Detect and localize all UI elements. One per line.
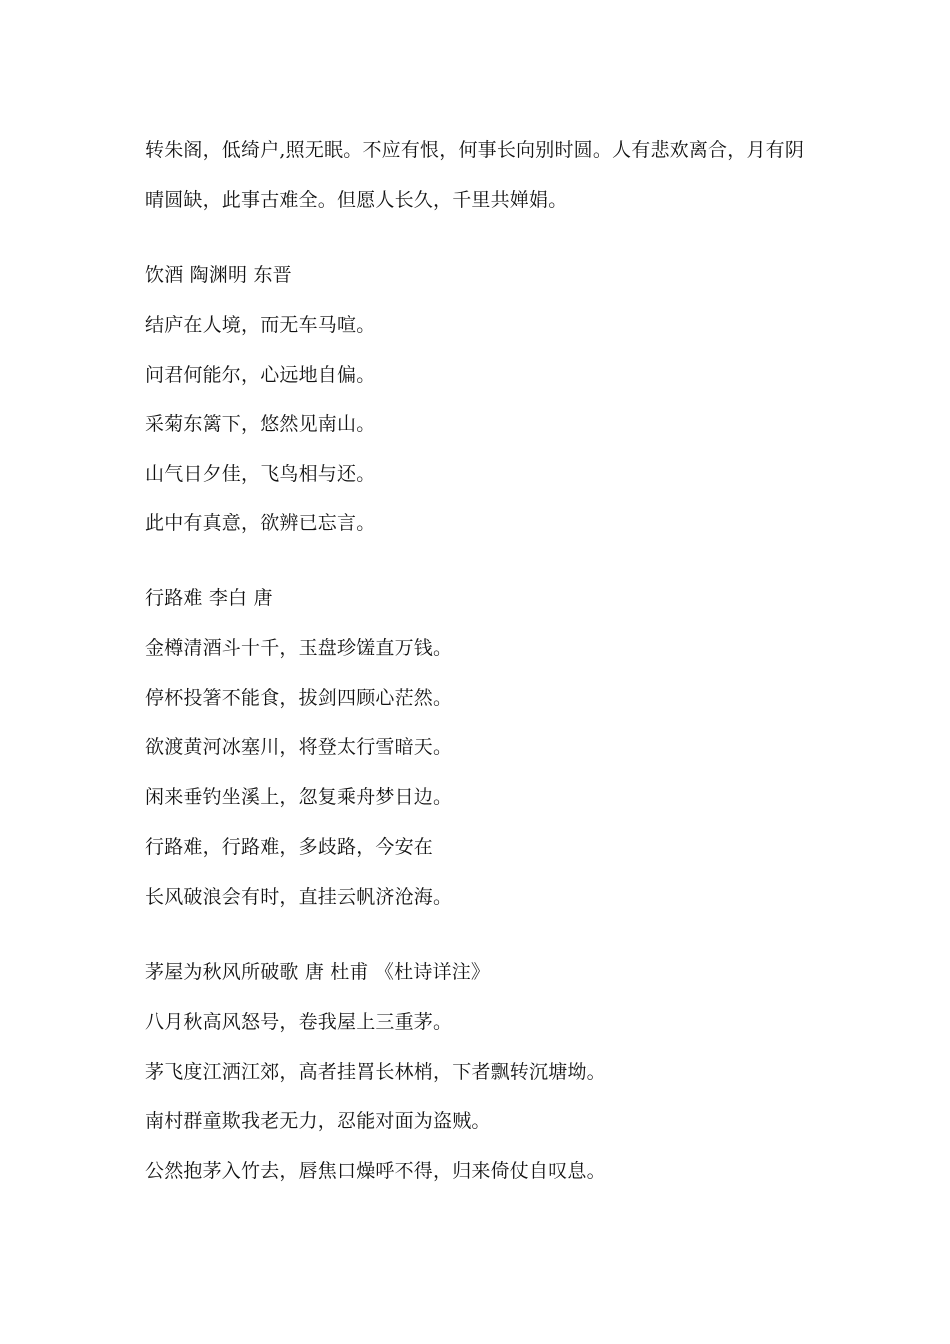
poem-line: 结庐在人境，而无车马喧。 <box>145 314 376 336</box>
poem-line: 南村群童欺我老无力，忍能对面为盗贼。 <box>145 1110 491 1132</box>
poem-line: 停杯投箸不能食，拔剑四顾心茫然。 <box>145 687 453 709</box>
poem-line: 问君何能尔，心远地自偏。 <box>145 364 376 386</box>
intro-line-2: 晴圆缺，此事古难全。但愿人长久，千里共婵娟。 <box>145 189 568 211</box>
poem-line: 山气日夕佳，飞鸟相与还。 <box>145 463 376 485</box>
poem-line: 闲来垂钓坐溪上，忽复乘舟梦日边。 <box>145 786 453 808</box>
poem-line: 欲渡黄河冰塞川，将登太行雪暗天。 <box>145 736 453 758</box>
poem-line: 公然抱茅入竹去，唇焦口燥呼不得，归来倚仗自叹息。 <box>145 1160 606 1182</box>
poem-title-maowu: 茅屋为秋风所破歌 唐 杜甫 《杜诗详注》 <box>145 961 491 983</box>
poem-title-yinjiu: 饮酒 陶渊明 东晋 <box>145 264 292 286</box>
poem-line: 长风破浪会有时，直挂云帆济沧海。 <box>145 886 453 908</box>
poem-line: 此中有真意，欲辨已忘言。 <box>145 512 376 534</box>
poem-line: 金樽清酒斗十千，玉盘珍馐直万钱。 <box>145 637 453 659</box>
poem-line: 八月秋高风怒号，卷我屋上三重茅。 <box>145 1011 453 1033</box>
poem-title-xinglunan: 行路难 李白 唐 <box>145 587 273 609</box>
intro-line-1: 转朱阁，低绮户,照无眠。不应有恨，何事长向别时圆。人有悲欢离合，月有阴 <box>145 139 805 161</box>
poem-line: 采菊东篱下，悠然见南山。 <box>145 413 376 435</box>
poem-line: 行路难，行路难，多歧路，今安在 <box>145 836 434 858</box>
poem-line: 茅飞度江洒江郊，高者挂罥长林梢，下者飘转沉塘坳。 <box>145 1061 606 1083</box>
